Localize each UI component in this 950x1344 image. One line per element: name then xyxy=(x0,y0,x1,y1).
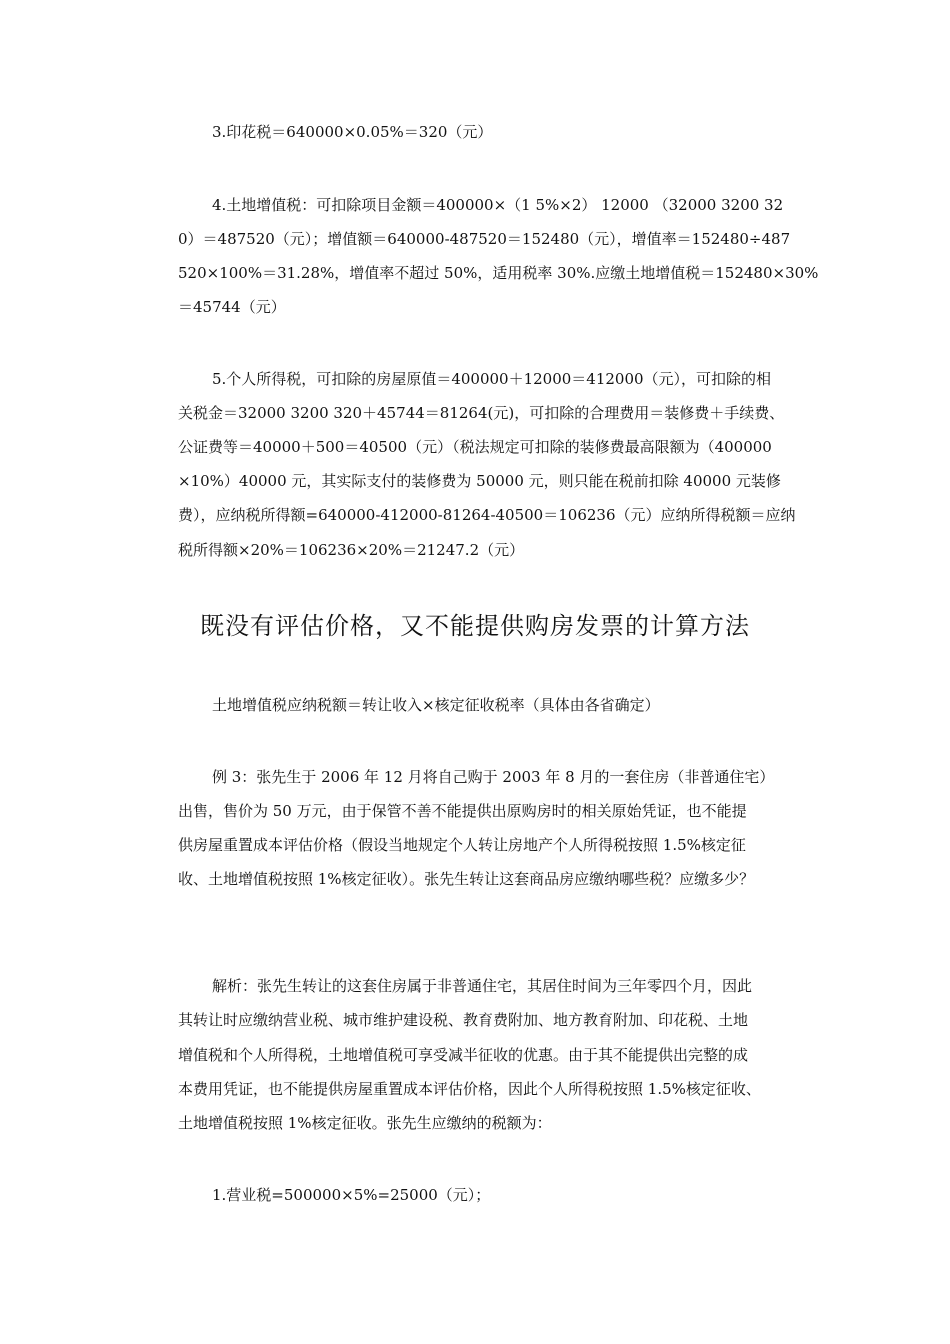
paragraph-line: ＝45744（元） xyxy=(178,298,286,316)
paragraph-line: 关税金＝32000 3200 320＋45744＝81264(元)，可扣除的合理费用＝装修费＋手续费、 xyxy=(178,404,785,422)
paragraph-line: 供房屋重置成本评估价格（假设当地规定个人转让房地产个人所得税按照 1.5%核定征 xyxy=(178,836,746,854)
section-heading: 既没有评估价格，又不能提供购房发票的计算方法 xyxy=(200,612,750,640)
paragraph-line: 增值税和个人所得税，土地增值税可享受减半征收的优惠。由于其不能提供出完整的成 xyxy=(178,1046,749,1064)
paragraph-line: 本费用凭证，也不能提供房屋重置成本评估价格，因此个人所得税按照 1.5%核定征收、 xyxy=(178,1080,761,1098)
paragraph-line: 土地增值税按照 1%核定征收。张先生应缴纳的税额为： xyxy=(178,1114,552,1132)
paragraph-line: 收、土地增值税按照 1%核定征收）。张先生转让这套商品房应缴纳哪些税？应缴多少？ xyxy=(178,870,755,888)
paragraph-line: 税所得额×20%＝106236×20%＝21247.2（元） xyxy=(178,541,525,559)
paragraph-line: 公证费等＝40000＋500＝40500（元）（税法规定可扣除的装修费最高限额为（400000 xyxy=(178,438,772,456)
paragraph-line: 1.营业税=500000×5%=25000（元）； xyxy=(212,1186,491,1204)
paragraph-line: 解析：张先生转让的这套住房属于非普通住宅，其居住时间为三年零四个月，因此 xyxy=(212,977,753,995)
paragraph-line: ×10%）40000 元，其实际支付的装修费为 50000 元，则只能在税前扣除 40000 元装修 xyxy=(178,472,781,490)
paragraph-line: 0）＝487520（元）；增值额＝640000-487520＝152480（元），增值率＝152480÷487 xyxy=(178,230,791,248)
paragraph-line: 土地增值税应纳税额＝转让收入×核定征收税率（具体由各省确定） xyxy=(212,696,660,714)
paragraph-line: 5.个人所得税，可扣除的房屋原值＝400000＋12000＝412000（元），可扣除的相 xyxy=(212,370,772,388)
paragraph-line: 520×100%＝31.28%，增值率不超过 50%，适用税率 30%.应缴土地增值税＝152480×30% xyxy=(178,264,819,282)
paragraph-line: 其转让时应缴纳营业税、城市维护建设税、教育费附加、地方教育附加、印花税、土地 xyxy=(178,1011,749,1029)
paragraph-line: 例 3：张先生于 2006 年 12 月将自己购于 2003 年 8 月的一套住房（非普通住宅） xyxy=(212,768,775,786)
paragraph-line: 4.土地增值税：可扣除项目金额＝400000×（1 5%×2） 12000 （32000 3200 32 xyxy=(212,196,784,214)
paragraph-line: 3.印花税＝640000×0.05%＝320（元） xyxy=(212,123,493,141)
paragraph-line: 费），应纳税所得额=640000-412000-81264-40500＝106236（元）应纳所得税额＝应纳 xyxy=(178,506,796,524)
paragraph-line: 出售，售价为 50 万元，由于保管不善不能提供出原购房时的相关原始凭证，也不能提 xyxy=(178,802,747,820)
